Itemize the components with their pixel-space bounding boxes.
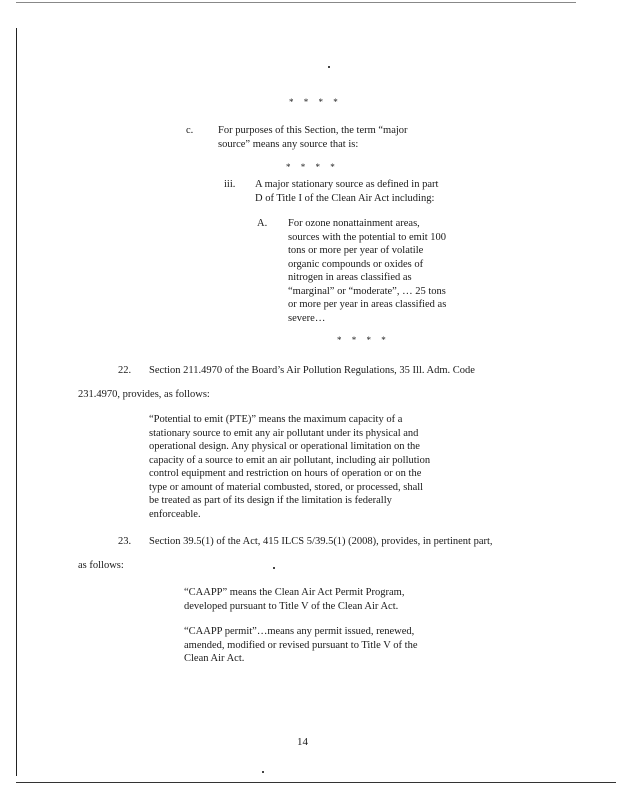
item-a-line: tons or more per year of volatile: [288, 245, 424, 256]
para-23-number: 23.: [118, 536, 132, 547]
item-c-line: source” means any source that is:: [218, 138, 359, 150]
quote-line: be treated as part of its design if the limitation is federally: [149, 495, 392, 506]
item-c-line: For purposes of this Section, the term “major: [218, 125, 408, 136]
item-a-line: “marginal” or “moderate”, … 25 tons: [288, 285, 446, 297]
para-22-number: 22.: [118, 365, 132, 376]
ellipsis-marker: * * * *: [286, 162, 339, 172]
item-iii-text: [255, 178, 485, 205]
scan-edge-bottom: [16, 782, 616, 783]
quote-line: developed pursuant to Title V of the Clean Air Act.: [184, 600, 399, 612]
item-a-text: [288, 217, 488, 325]
item-a-line: organic compounds or oxides of: [288, 258, 424, 270]
item-c-label: c.: [186, 125, 194, 136]
para-22-line: 231.4970, provides, as follows:: [78, 389, 210, 400]
quote-caapp-permit: [184, 625, 464, 666]
item-iii-line: A major stationary source as defined in part: [255, 179, 439, 190]
quote-line: enforceable.: [149, 508, 201, 520]
para-23-line: as follows:: [78, 560, 124, 571]
item-c-text: [218, 124, 458, 151]
item-a-label: A.: [257, 218, 268, 229]
ellipsis-marker: * * * *: [337, 335, 390, 345]
scan-speck: [328, 66, 330, 68]
scan-edge-top: [16, 2, 576, 3]
item-a-line: nitrogen in areas classified as: [288, 272, 412, 283]
quote-line: operational design. Any physical or operational limitation on the: [149, 441, 420, 452]
scan-edge-left: [16, 28, 17, 776]
item-a-line: severe…: [288, 312, 326, 324]
item-a-line: For ozone nonattainment areas,: [288, 218, 420, 229]
scan-speck: [273, 567, 275, 569]
quote-line: type or amount of material combusted, stored, or processed, shall: [149, 481, 424, 493]
quote-line: control equipment and restriction on hours of operation or on the: [149, 468, 422, 479]
item-a-line: or more per year in areas classified as: [288, 299, 447, 310]
quote-line: Clean Air Act.: [184, 653, 245, 664]
para-23-line: Section 39.5(1) of the Act, 415 ILCS 5/39.5(1) (2008), provides, in pertinent part,: [149, 536, 493, 547]
item-iii-label: iii.: [224, 179, 236, 190]
quote-line: amended, modified or revised pursuant to Title V of the: [184, 639, 418, 651]
quote-line: “CAAPP permit”…means any permit issued, renewed,: [184, 626, 415, 637]
quote-caapp: [184, 586, 464, 613]
item-a-line: sources with the potential to emit 100: [288, 231, 447, 243]
item-iii-line: D of Title I of the Clean Air Act including:: [255, 192, 435, 204]
quote-pte: [149, 413, 444, 521]
scan-speck: [262, 771, 264, 773]
quote-line: capacity of a source to emit an air pollutant, including air pollution: [149, 454, 431, 466]
quote-line: stationary source to emit any air pollutant under its physical and: [149, 427, 419, 439]
quote-line: “Potential to emit (PTE)” means the maximum capacity of a: [149, 414, 403, 425]
page-number: 14: [297, 736, 308, 748]
quote-line: “CAAPP” means the Clean Air Act Permit Program,: [184, 587, 405, 598]
ellipsis-marker: * * * *: [289, 97, 342, 107]
para-22-line: Section 211.4970 of the Board’s Air Pollution Regulations, 35 Ill. Adm. Code: [149, 365, 475, 376]
